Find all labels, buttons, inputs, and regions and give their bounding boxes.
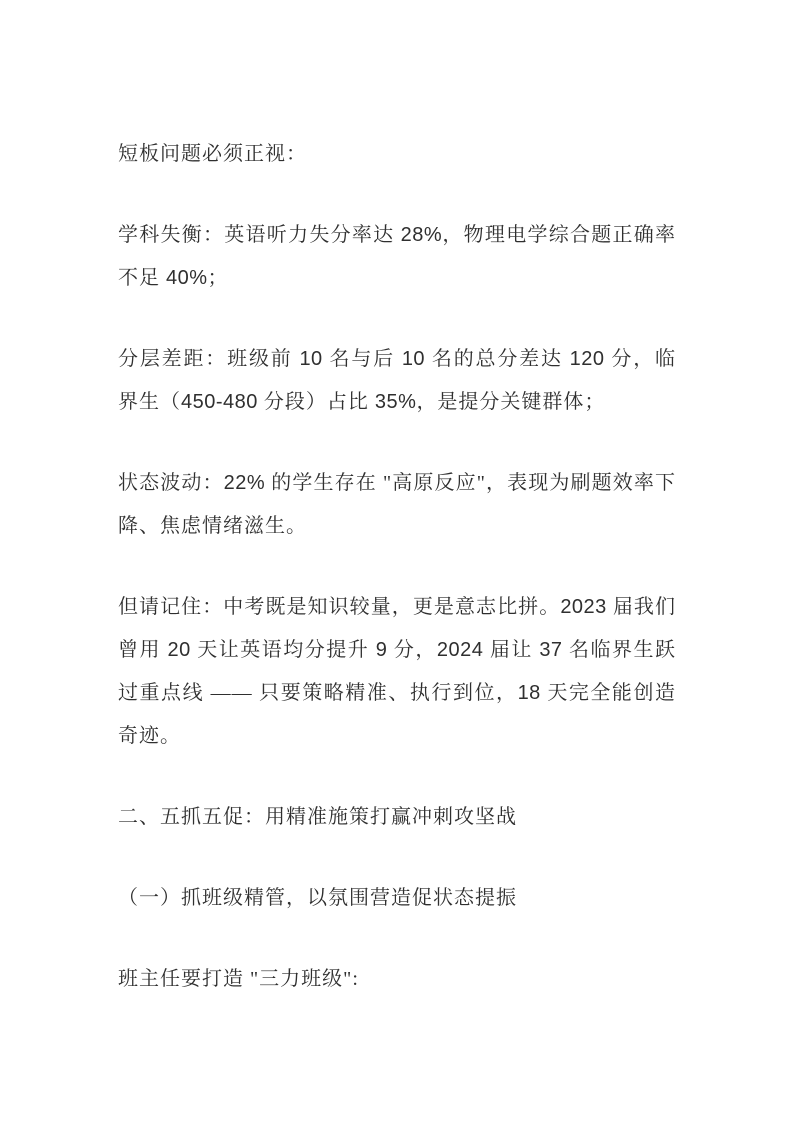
paragraph-state-fluctuation: 状态波动：22% 的学生存在 "高原反应"，表现为刷题效率下降、焦虑情绪滋生。	[118, 472, 677, 537]
paragraph-three-power-class: 班主任要打造 "三力班级":	[118, 968, 359, 990]
heading-subsection-one: （一）抓班级精管，以氛围营造促状态提振	[118, 887, 517, 909]
paragraph-level-gap: 分层差距：班级前 10 名与后 10 名的总分差达 120 分，临界生（450-480 分段）占比 35%，是提分关键群体；	[118, 348, 677, 413]
heading-section-two: 二、五抓五促：用精准施策打赢冲刺攻坚战	[118, 806, 517, 828]
paragraph-remember-motivation: 但请记住：中考既是知识较量，更是意志比拼。2023 届我们曾用 20 天让英语均分提升 9 分，2024 届让 37 名临界生跃过重点线 —— 只要策略精准、执行到位，18 天完全能创造奇迹。	[118, 596, 677, 747]
paragraph-shortboard-intro: 短板问题必须正视：	[118, 143, 307, 165]
paragraph-subject-imbalance: 学科失衡：英语听力失分率达 28%，物理电学综合题正确率不足 40%；	[118, 224, 677, 289]
